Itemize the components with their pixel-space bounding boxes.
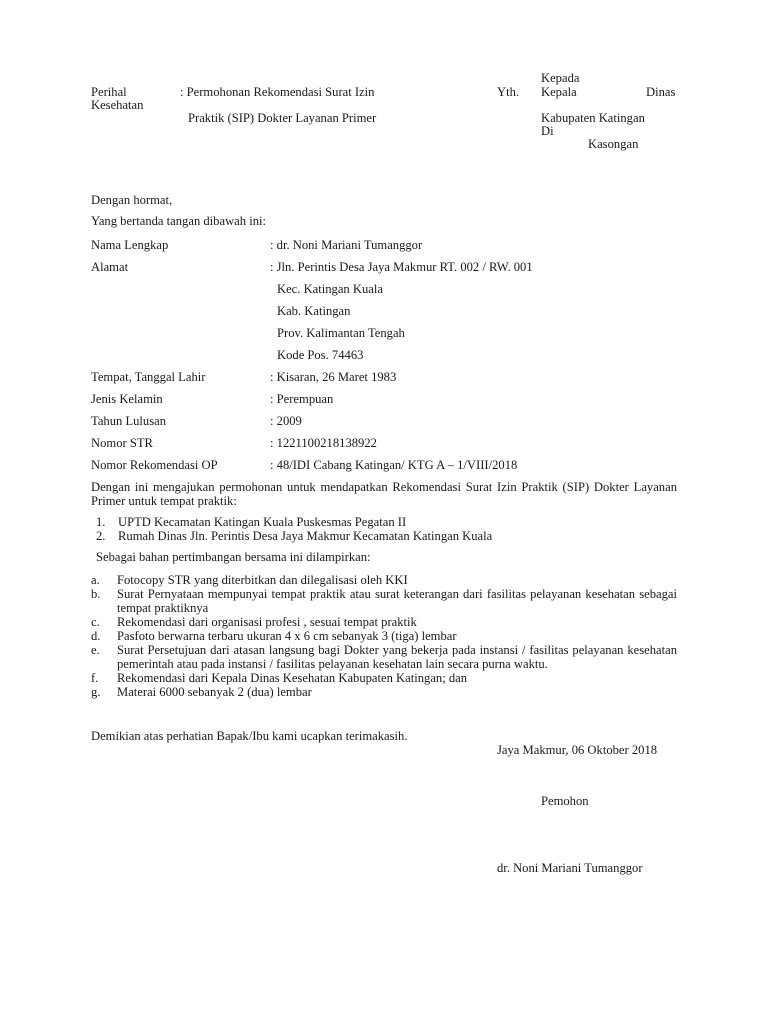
list-item — [91, 643, 677, 671]
list-item — [91, 587, 677, 615]
address-line: Kab. Katingan — [277, 304, 351, 318]
perihal-line-2: Praktik (SIP) Dokter Layanan Primer — [188, 111, 377, 125]
list-item — [96, 529, 677, 543]
list-text: Pasfoto berwarna terbaru ukuran 4 x 6 cm sebanyak 3 (tiga) lembar — [117, 629, 457, 643]
field-label: Tempat, Tanggal Lahir — [91, 370, 206, 384]
list-marker: g. — [91, 685, 101, 699]
intro-text: Yang bertanda tangan dibawah ini: — [91, 214, 266, 228]
field-label: Alamat — [91, 260, 129, 274]
field-value: : Jln. Perintis Desa Jaya Makmur RT. 002 / RW. 001 — [270, 260, 533, 274]
perihal-label: Perihal — [91, 85, 127, 99]
field-label: Nomor Rekomendasi OP — [91, 458, 218, 472]
field-value: : 1221100218138922 — [270, 436, 377, 450]
field-value: : Perempuan — [270, 392, 334, 406]
list-text: Surat Persetujuan dari atasan langsung bagi Dokter yang bekerja pada instansi / fasilitas pelayanan kesehatan pemerintah atau pada instansi / fasilitas pelayanan kesehatan lain secara purna waktu. — [117, 643, 677, 671]
address-line: Prov. Kalimantan Tengah — [277, 326, 405, 340]
field-value: : 48/IDI Cabang Katingan/ KTG A – 1/VIII/2018 — [270, 458, 518, 472]
field-value: : 2009 — [270, 414, 302, 428]
address-line: Kode Pos. 74463 — [277, 348, 364, 362]
list-marker: d. — [91, 629, 101, 643]
list-marker: e. — [91, 643, 100, 657]
list-item — [91, 615, 677, 629]
list-item — [91, 573, 677, 587]
list-marker: b. — [91, 587, 101, 601]
field-label: Tahun Lulusan — [91, 414, 167, 428]
recipient-wrap-kesehatan: Kesehatan — [91, 98, 144, 112]
list-text: Rumah Dinas Jln. Perintis Desa Jaya Makmur Kecamatan Katingan Kuala — [118, 529, 493, 543]
field-label: Nomor STR — [91, 436, 153, 450]
closing-text: Demikian atas perhatian Bapak/Ibu kami ucapkan terimakasih. — [91, 729, 408, 743]
attachments-intro: Sebagai bahan pertimbangan bersama ini dilampirkan: — [96, 550, 371, 564]
recipient-line-2: Kabupaten Katingan — [541, 111, 645, 125]
signature-place-date: Jaya Makmur, 06 Oktober 2018 — [497, 743, 658, 757]
request-paragraph: Dengan ini mengajukan permohonan untuk mendapatkan Rekomendasi Surat Izin Praktik (SIP) Dokter Layanan Primer untuk tempat praktik: — [91, 480, 677, 508]
field-label: Nama Lengkap — [91, 238, 169, 252]
list-marker: f. — [91, 671, 99, 685]
address-line: Kec. Katingan Kuala — [277, 282, 383, 296]
list-text: Rekomendasi dari Kepala Dinas Kesehatan Kabupaten Katingan; dan — [117, 671, 468, 685]
list-item — [91, 685, 677, 699]
list-item — [91, 671, 677, 685]
recipient-city: Kasongan — [588, 137, 639, 151]
recipient-word-kepala: Kepala — [541, 85, 577, 99]
recipient-word-dinas: Dinas — [646, 85, 676, 99]
recipient-di: Di — [541, 124, 554, 138]
list-text: Surat Pernyataan mempunyai tempat praktik atau surat keterangan dari fasilitas pelayanan kesehatan sebagai tempat praktiknya — [117, 587, 677, 615]
field-value: : Kisaran, 26 Maret 1983 — [270, 370, 397, 384]
yth-label: Yth. — [497, 85, 520, 99]
greeting: Dengan hormat, — [91, 193, 173, 207]
recipient-kepada: Kepada — [541, 71, 580, 85]
field-label: Jenis Kelamin — [91, 392, 163, 406]
list-marker: c. — [91, 615, 100, 629]
field-value: : dr. Noni Mariani Tumanggor — [270, 238, 423, 252]
signature-role: Pemohon — [541, 794, 589, 808]
list-text: UPTD Kecamatan Katingan Kuala Puskesmas Pegatan II — [118, 515, 407, 529]
list-item — [96, 515, 677, 529]
list-text: Materai 6000 sebanyak 2 (dua) lembar — [117, 685, 312, 699]
list-text: Fotocopy STR yang diterbitkan dan dilegalisasi oleh KKI — [117, 573, 408, 587]
list-marker: a. — [91, 573, 100, 587]
list-item — [91, 629, 677, 643]
list-marker: 1. — [96, 515, 106, 529]
list-marker: 2. — [96, 529, 106, 543]
signature-name: dr. Noni Mariani Tumanggor — [497, 861, 643, 875]
list-text: Rekomendasi dari organisasi profesi , sesuai tempat praktik — [117, 615, 417, 629]
perihal-line-1: : Permohonan Rekomendasi Surat Izin — [180, 85, 375, 99]
